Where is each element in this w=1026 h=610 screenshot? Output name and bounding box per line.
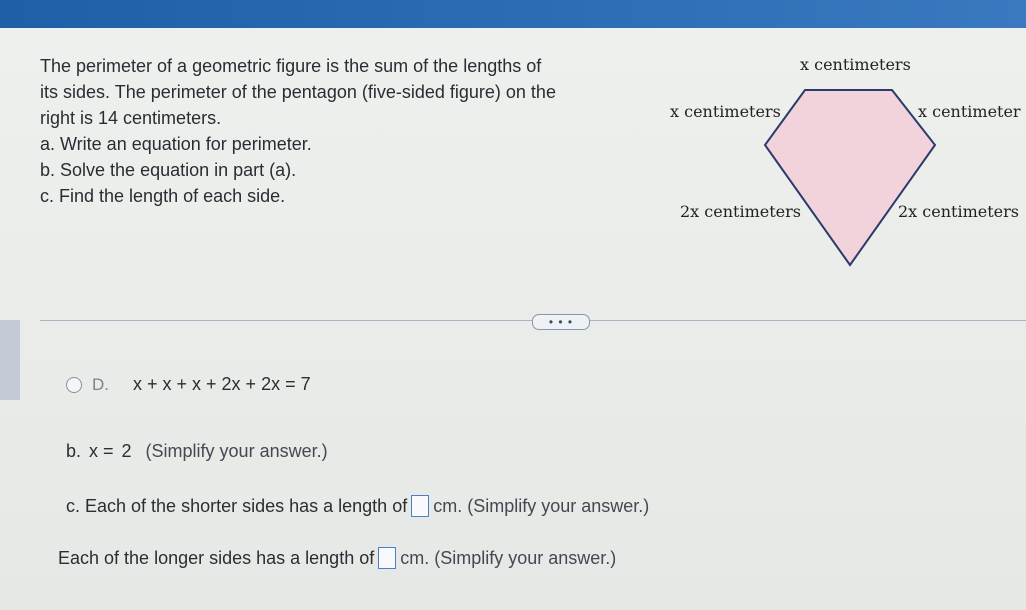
label-upper-left-side: x centimeters — [670, 102, 781, 121]
part-b-instruction: b. Solve the equation in part (a). — [40, 160, 297, 180]
expand-more-button[interactable]: • • • — [532, 314, 590, 330]
part-b-prefix: b. — [66, 441, 82, 461]
longer-side-input[interactable] — [378, 547, 396, 569]
part-b-hint: (Simplify your answer.) — [145, 441, 328, 461]
part-a-instruction: a. Write an equation for perimeter. — [40, 134, 312, 154]
browser-top-bar — [0, 0, 1026, 28]
pentagon-diagram — [660, 40, 1026, 280]
problem-line-3: right is 14 centimeters. — [40, 108, 222, 128]
radio-button[interactable] — [66, 377, 82, 393]
part-c-instruction: c. Find the length of each side. — [40, 186, 286, 206]
part-b-variable: x = — [89, 441, 114, 461]
label-lower-right-side: 2x centimeters — [898, 202, 1019, 221]
part-c-shorter-row — [66, 495, 649, 517]
shorter-side-input[interactable] — [411, 495, 429, 517]
choice-letter: D. — [92, 374, 109, 394]
part-b-answer-row — [66, 441, 328, 462]
problem-statement — [40, 53, 665, 209]
label-upper-right-side: x centimeter — [918, 102, 1021, 121]
pentagon-figure — [660, 40, 1026, 280]
choice-d-equation: x + x + x + 2x + 2x = 7 — [133, 374, 311, 394]
choice-d-row[interactable] — [66, 374, 311, 395]
shorter-side-hint: cm. (Simplify your answer.) — [433, 495, 650, 516]
problem-line-2: its sides. The perimeter of the pentagon (five-sided figure) on the — [40, 82, 556, 102]
longer-side-hint: cm. (Simplify your answer.) — [400, 547, 617, 568]
left-scroll-strip — [0, 320, 20, 400]
problem-line-1: The perimeter of a geometric figure is the sum of the lengths of — [40, 56, 542, 76]
longer-side-text: Each of the longer sides has a length of — [58, 547, 375, 568]
part-c-longer-row — [58, 547, 616, 569]
label-lower-left-side: 2x centimeters — [680, 202, 801, 221]
part-b-answer-value[interactable]: 2 — [121, 441, 132, 461]
pentagon-shape — [765, 90, 935, 265]
label-top-side: x centimeters — [800, 55, 911, 74]
shorter-side-text: c. Each of the shorter sides has a length of — [66, 495, 408, 516]
